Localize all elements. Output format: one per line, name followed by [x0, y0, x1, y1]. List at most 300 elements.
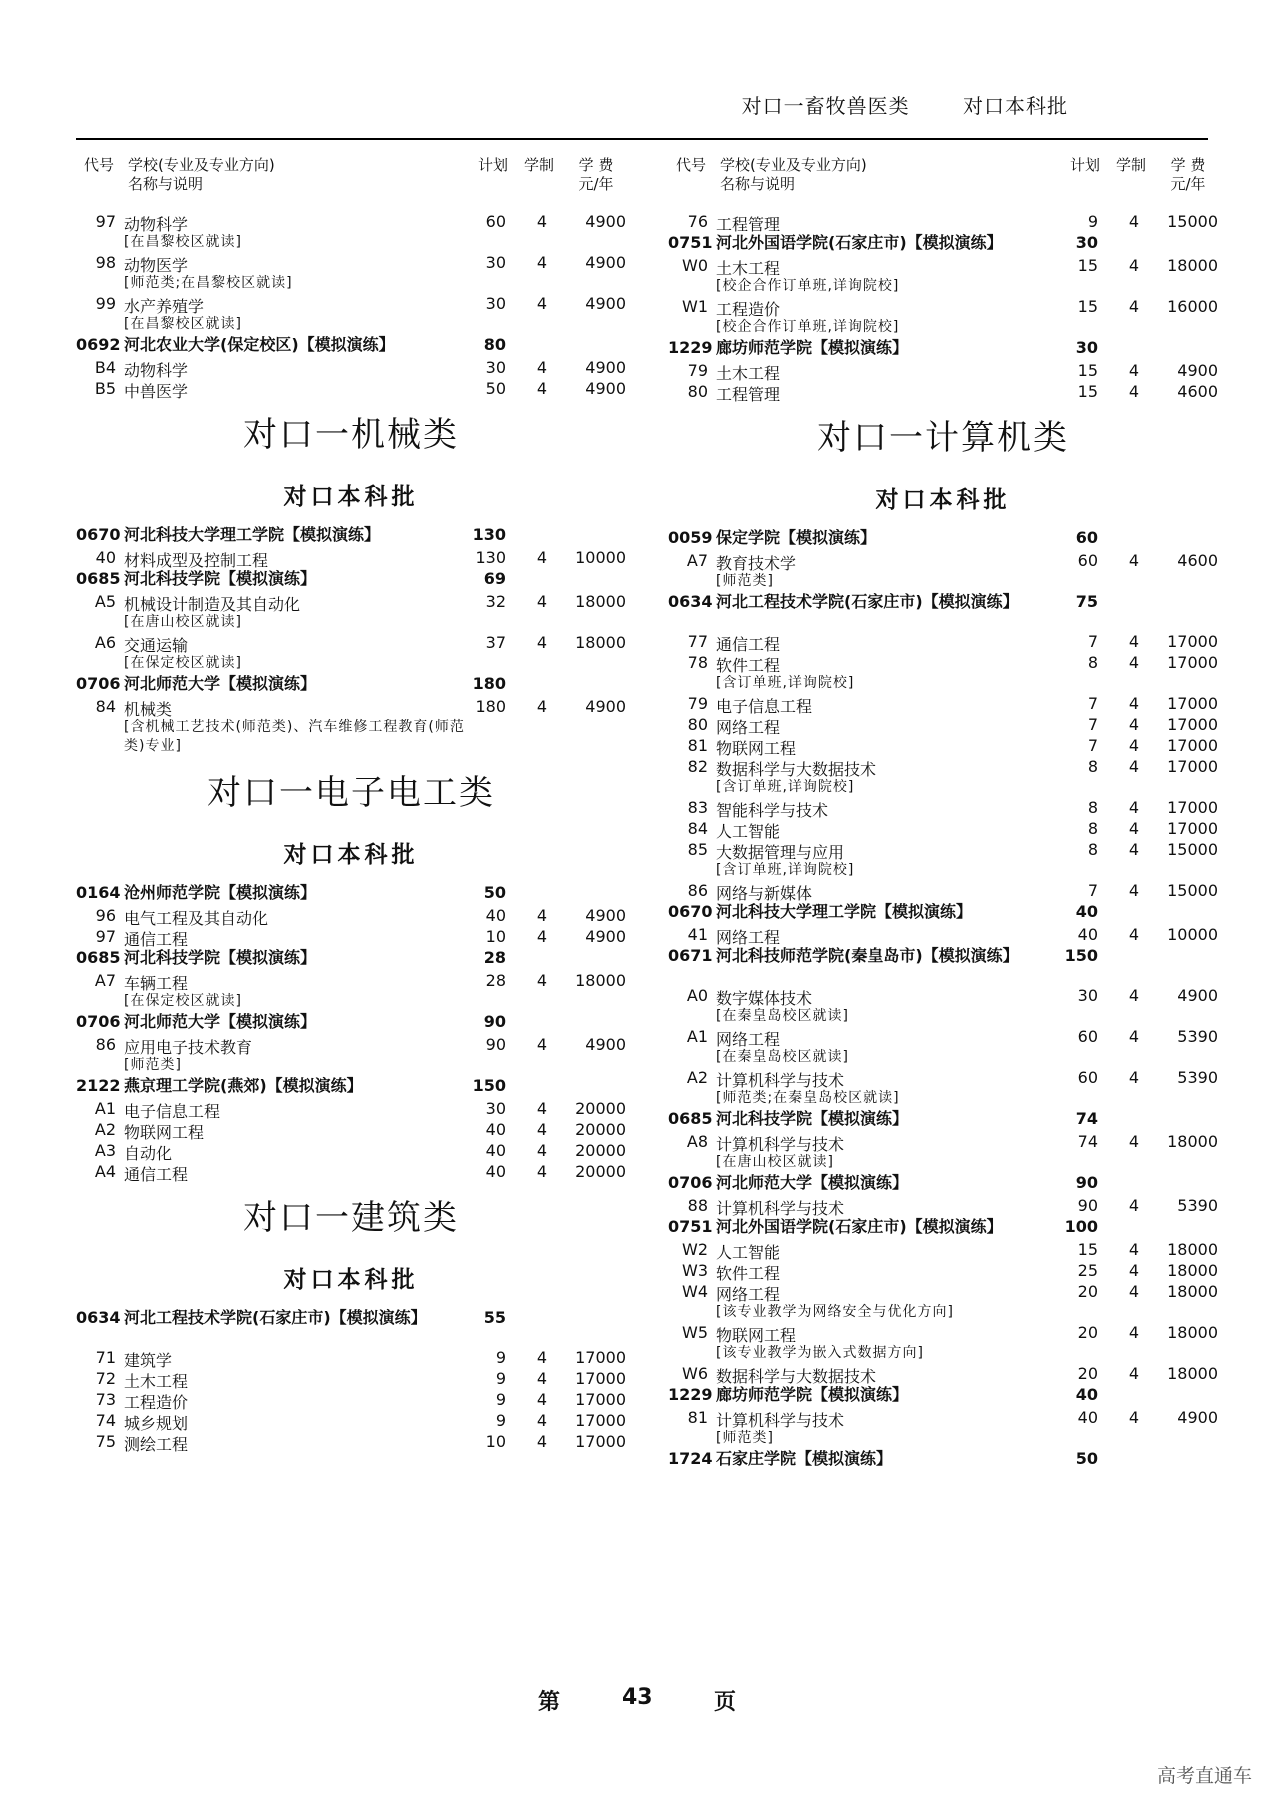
plan-cell: 75	[1075, 592, 1098, 611]
code-cell: 97	[95, 927, 116, 946]
name-cell: [校企合作订单班,详询院校]	[716, 278, 900, 294]
name-cell: 数据科学与大数据技术	[716, 1367, 877, 1386]
code-cell: 88	[687, 1196, 708, 1215]
batch-title: 对口本科批	[283, 484, 419, 510]
fee-cell: 20000	[575, 1162, 626, 1181]
name-cell: 保定学院【模拟演练】	[716, 528, 877, 547]
years-cell: 4	[536, 1141, 548, 1160]
note-row	[668, 1344, 1218, 1364]
code-cell: B4	[94, 358, 116, 377]
plan-cell: 60	[1077, 551, 1098, 570]
school-row	[668, 1173, 1218, 1196]
name-cell: 测绘工程	[124, 1435, 189, 1454]
col-plan-label: 计划	[1070, 156, 1101, 174]
plan-cell: 60	[485, 212, 506, 231]
code-cell: 98	[95, 253, 116, 272]
years-cell: 4	[1128, 881, 1140, 900]
major-row	[76, 212, 626, 233]
plan-cell: 15	[1077, 1240, 1098, 1259]
code-cell: A2	[686, 1068, 708, 1087]
fee-cell: 4900	[585, 697, 626, 716]
name-cell: 动物医学	[124, 256, 189, 275]
major-row	[668, 715, 1218, 736]
name-cell: 中兽医学	[124, 382, 189, 401]
years-cell: 4	[1128, 736, 1140, 755]
years-cell: 4	[536, 906, 548, 925]
code-cell: 0685	[668, 1109, 713, 1128]
code-cell: 0059	[668, 528, 713, 547]
plan-cell: 10	[485, 927, 506, 946]
header-category: 对口一畜牧兽医类	[741, 94, 910, 118]
plan-cell: 60	[1077, 1027, 1098, 1046]
plan-cell: 180	[472, 674, 506, 693]
name-cell: [校企合作订单班,详询院校]	[716, 319, 900, 335]
note-row	[76, 274, 626, 294]
name-cell: 电气工程及其自动化	[124, 909, 269, 928]
name-cell: 土木工程	[124, 1372, 189, 1391]
watermark: 高考直通车	[1156, 1765, 1252, 1787]
fee-cell: 18000	[1167, 256, 1218, 275]
name-cell: 应用电子技术教育	[124, 1038, 253, 1057]
name-cell: 河北外国语学院(石家庄市)【模拟演练】	[716, 233, 1003, 252]
plan-cell: 15	[1077, 297, 1098, 316]
fee-cell: 17000	[575, 1411, 626, 1430]
code-cell: 0670	[76, 525, 121, 544]
major-row	[668, 819, 1218, 840]
major-row	[76, 358, 626, 379]
plan-cell: 130	[472, 525, 506, 544]
fee-cell: 18000	[575, 971, 626, 990]
name-cell: 大数据管理与应用	[716, 843, 845, 862]
plan-cell: 25	[1077, 1261, 1098, 1280]
plan-cell: 30	[1077, 986, 1098, 1005]
note-row	[668, 1303, 1218, 1323]
plan-cell: 150	[1064, 946, 1098, 965]
col-code-label: 代号	[84, 156, 115, 174]
major-row	[76, 548, 626, 569]
name-cell: 车辆工程	[124, 974, 189, 993]
name-cell: [在昌黎校区就读]	[124, 316, 242, 332]
note-row	[668, 1089, 1218, 1109]
code-cell: 79	[687, 694, 708, 713]
code-cell: A2	[94, 1120, 116, 1139]
major-row	[668, 1240, 1218, 1261]
fee-cell: 18000	[1167, 1240, 1218, 1259]
years-cell: 4	[536, 358, 548, 377]
name-cell: 通信工程	[716, 635, 781, 654]
fee-cell: 18000	[1167, 1132, 1218, 1151]
plan-cell: 9	[495, 1369, 506, 1388]
plan-cell: 20	[1077, 1323, 1098, 1342]
code-cell: 0164	[76, 883, 121, 902]
fee-cell: 17000	[1167, 715, 1218, 734]
col-years-label: 学制	[1116, 156, 1147, 174]
note-row	[668, 1153, 1218, 1173]
page-number: 43	[622, 1685, 653, 1710]
fee-cell: 17000	[575, 1432, 626, 1451]
years-cell: 4	[1128, 653, 1140, 672]
right-rows	[668, 212, 1218, 1472]
name-cell: 河北师范大学【模拟演练】	[716, 1173, 909, 1192]
fee-cell: 17000	[1167, 632, 1218, 651]
name-cell: 网络工程	[716, 928, 781, 947]
name-cell: 材料成型及控制工程	[124, 551, 269, 570]
years-cell: 4	[1128, 1364, 1140, 1383]
years-cell: 4	[536, 294, 548, 313]
years-cell: 4	[1128, 694, 1140, 713]
fee-cell: 18000	[1167, 1364, 1218, 1383]
note-row	[76, 1056, 626, 1076]
plan-cell: 60	[1075, 528, 1098, 547]
col-name-label: 学校(专业及专业方向) 名称与说明	[720, 156, 867, 193]
major-row	[668, 632, 1218, 653]
plan-cell: 74	[1077, 1132, 1098, 1151]
school-row	[668, 1385, 1218, 1408]
header-rule	[76, 138, 1208, 140]
name-cell: 物联网工程	[716, 1326, 797, 1345]
major-row	[668, 653, 1218, 674]
school-row	[76, 883, 626, 906]
years-cell: 4	[536, 1432, 548, 1451]
name-cell: 网络与新媒体	[716, 884, 813, 903]
code-cell: A7	[686, 551, 708, 570]
name-cell: [在保定校区就读]	[124, 993, 242, 1009]
name-cell: [在唐山校区就读]	[716, 1154, 834, 1170]
note-row	[668, 778, 1218, 798]
name-cell: 工程管理	[716, 385, 781, 404]
code-cell: 40	[95, 548, 116, 567]
code-cell: 0671	[668, 946, 713, 965]
plan-cell: 28	[483, 948, 506, 967]
plan-cell: 9	[495, 1411, 506, 1430]
fee-cell: 4900	[1177, 986, 1218, 1005]
major-row	[76, 592, 626, 613]
name-cell: 机械类	[124, 700, 173, 719]
name-cell: 河北科技学院【模拟演练】	[124, 948, 317, 967]
major-row	[668, 382, 1218, 403]
code-cell: 82	[687, 757, 708, 776]
batch-title: 对口本科批	[875, 487, 1011, 513]
fee-cell: 4900	[585, 212, 626, 231]
fee-cell: 4900	[585, 1035, 626, 1054]
header-batch: 对口本科批	[963, 94, 1068, 118]
fee-cell: 4900	[1177, 361, 1218, 380]
plan-cell: 90	[1075, 1173, 1098, 1192]
note-row	[76, 718, 626, 758]
name-cell: [师范类;在昌黎校区就读]	[124, 275, 293, 291]
years-cell: 4	[536, 1411, 548, 1430]
code-cell: 85	[687, 840, 708, 859]
plan-cell: 20	[1077, 1364, 1098, 1383]
plan-cell: 90	[1077, 1196, 1098, 1215]
name-cell: 河北外国语学院(石家庄市)【模拟演练】	[716, 1217, 1003, 1236]
plan-cell: 7	[1087, 881, 1098, 900]
years-cell: 4	[1128, 382, 1140, 401]
major-row	[76, 294, 626, 315]
code-cell: 0706	[668, 1173, 713, 1192]
years-cell: 4	[1128, 1323, 1140, 1342]
name-cell: 工程造价	[124, 1393, 189, 1412]
years-cell: 4	[536, 592, 548, 611]
name-cell: [师范类]	[716, 573, 774, 589]
name-cell: 河北科技学院【模拟演练】	[124, 569, 317, 588]
years-cell: 4	[536, 1369, 548, 1388]
years-cell: 4	[1128, 297, 1140, 316]
code-cell: 0751	[668, 233, 713, 252]
school-row	[668, 1449, 1218, 1472]
school-row	[76, 525, 626, 548]
major-row	[76, 971, 626, 992]
fee-cell: 17000	[575, 1348, 626, 1367]
code-cell: 0634	[668, 592, 713, 611]
note-row	[668, 318, 1218, 338]
plan-cell: 30	[485, 253, 506, 272]
name-cell: 城乡规划	[124, 1414, 189, 1433]
major-row	[76, 1035, 626, 1056]
name-cell: [含订单班,详询院校]	[716, 779, 855, 795]
code-cell: W5	[682, 1323, 708, 1342]
major-row	[668, 1068, 1218, 1089]
years-cell: 4	[536, 1348, 548, 1367]
col-name-label: 学校(专业及专业方向) 名称与说明	[128, 156, 275, 193]
name-cell: 智能科学与技术	[716, 801, 829, 820]
years-cell: 4	[536, 1390, 548, 1409]
major-row	[668, 361, 1218, 382]
code-cell: 97	[95, 212, 116, 231]
note-row	[668, 1007, 1218, 1027]
major-row	[668, 551, 1218, 572]
code-cell: W4	[682, 1282, 708, 1301]
school-row	[668, 528, 1218, 551]
code-cell: 81	[687, 1408, 708, 1427]
major-row	[668, 1364, 1218, 1385]
plan-cell: 15	[1077, 382, 1098, 401]
major-row	[76, 1369, 626, 1390]
name-cell: 人工智能	[716, 1243, 781, 1262]
major-row	[76, 1432, 626, 1453]
fee-cell: 15000	[1167, 881, 1218, 900]
major-row	[76, 1162, 626, 1183]
name-cell: 动物科学	[124, 215, 189, 234]
name-cell: [该专业教学为网络安全与优化方向]	[716, 1304, 954, 1320]
major-row	[668, 881, 1218, 902]
school-row	[76, 569, 626, 592]
name-cell: 网络工程	[716, 1285, 781, 1304]
major-row	[668, 736, 1218, 757]
code-cell: 73	[95, 1390, 116, 1409]
note-row	[76, 992, 626, 1012]
plan-cell: 9	[495, 1390, 506, 1409]
plan-cell: 80	[483, 335, 506, 354]
years-cell: 4	[1128, 551, 1140, 570]
name-cell: 河北工程技术学院(石家庄市)【模拟演练】	[716, 592, 1019, 611]
name-cell: 数字媒体技术	[716, 989, 813, 1008]
major-row	[668, 986, 1218, 1007]
fee-cell: 20000	[575, 1141, 626, 1160]
plan-cell: 7	[1087, 694, 1098, 713]
years-cell: 4	[536, 971, 548, 990]
years-cell: 4	[1128, 1132, 1140, 1151]
code-cell: 1724	[668, 1449, 713, 1468]
school-row	[76, 948, 626, 971]
plan-cell: 30	[1075, 338, 1098, 357]
plan-cell: 32	[485, 592, 506, 611]
code-cell: 0751	[668, 1217, 713, 1236]
fee-cell: 10000	[1167, 925, 1218, 944]
code-cell: 0685	[76, 948, 121, 967]
years-cell: 4	[1128, 1408, 1140, 1427]
note-row	[76, 233, 626, 253]
major-row	[76, 1120, 626, 1141]
name-cell: 燕京理工学院(燕郊)【模拟演练】	[124, 1076, 363, 1095]
years-cell: 4	[1128, 256, 1140, 275]
code-cell: 86	[95, 1035, 116, 1054]
name-cell: 河北工程技术学院(石家庄市)【模拟演练】	[124, 1308, 427, 1327]
major-row	[668, 694, 1218, 715]
major-row	[668, 212, 1218, 233]
major-row	[76, 1099, 626, 1120]
plan-cell: 7	[1087, 736, 1098, 755]
page-header	[696, 90, 1068, 119]
fee-cell: 4900	[585, 358, 626, 377]
name-cell: [含订单班,详询院校]	[716, 675, 855, 691]
fee-cell: 4900	[585, 253, 626, 272]
code-cell: 71	[95, 1348, 116, 1367]
plan-cell: 40	[1077, 925, 1098, 944]
school-row	[668, 233, 1218, 256]
name-cell: 廊坊师范学院【模拟演练】	[716, 338, 909, 357]
major-row	[668, 1196, 1218, 1217]
plan-cell: 100	[1064, 1217, 1098, 1236]
fee-cell: 4600	[1177, 382, 1218, 401]
plan-cell: 50	[1075, 1449, 1098, 1468]
code-cell: 96	[95, 906, 116, 925]
years-cell: 4	[1128, 1240, 1140, 1259]
years-cell: 4	[536, 633, 548, 652]
category-title: 对口一建筑类	[243, 1198, 459, 1238]
major-row	[668, 297, 1218, 318]
category-title: 对口一机械类	[243, 415, 459, 455]
name-cell: 土木工程	[716, 259, 781, 278]
school-row	[668, 946, 1218, 986]
major-row	[668, 1323, 1218, 1344]
name-cell: 电子信息工程	[716, 697, 813, 716]
plan-cell: 130	[475, 548, 506, 567]
name-cell: 沧州师范学院【模拟演练】	[124, 883, 317, 902]
major-row	[76, 633, 626, 654]
name-cell: [在秦皇岛校区就读]	[716, 1008, 849, 1024]
major-row	[668, 1282, 1218, 1303]
name-cell: 水产养殖学	[124, 297, 205, 316]
code-cell: 0706	[76, 1012, 121, 1031]
code-cell: 76	[687, 212, 708, 231]
plan-cell: 37	[485, 633, 506, 652]
major-row	[76, 1141, 626, 1162]
years-cell: 4	[536, 1120, 548, 1139]
fee-cell: 18000	[575, 592, 626, 611]
name-cell: 人工智能	[716, 822, 781, 841]
note-row	[668, 1048, 1218, 1068]
footer-suffix: 页	[714, 1690, 737, 1715]
code-cell: 1229	[668, 338, 713, 357]
name-cell: 软件工程	[716, 1264, 781, 1283]
code-cell: 81	[687, 736, 708, 755]
code-cell: 0634	[76, 1308, 121, 1327]
code-cell: 1229	[668, 1385, 713, 1404]
plan-cell: 15	[1077, 361, 1098, 380]
major-row	[668, 798, 1218, 819]
fee-cell: 17000	[1167, 736, 1218, 755]
code-cell: W3	[682, 1261, 708, 1280]
name-cell: 网络工程	[716, 1030, 781, 1049]
name-cell: 电子信息工程	[124, 1102, 221, 1121]
fee-cell: 17000	[1167, 694, 1218, 713]
plan-cell: 30	[485, 1099, 506, 1118]
note-row	[76, 654, 626, 674]
plan-cell: 90	[485, 1035, 506, 1054]
name-cell: 数据科学与大数据技术	[716, 760, 877, 779]
years-cell: 4	[1128, 1261, 1140, 1280]
major-row	[668, 1261, 1218, 1282]
right-column	[668, 152, 1218, 1472]
plan-cell: 9	[495, 1348, 506, 1367]
fee-cell: 4900	[1177, 1408, 1218, 1427]
fee-cell: 5390	[1177, 1068, 1218, 1087]
code-cell: A3	[94, 1141, 116, 1160]
years-cell: 4	[1128, 361, 1140, 380]
school-row	[76, 1308, 626, 1348]
fee-cell: 5390	[1177, 1196, 1218, 1215]
name-cell: 网络工程	[716, 718, 781, 737]
name-cell: [在唐山校区就读]	[124, 614, 242, 630]
plan-cell: 55	[483, 1308, 506, 1327]
code-cell: 75	[95, 1432, 116, 1451]
years-cell: 4	[536, 1035, 548, 1054]
years-cell: 4	[1128, 757, 1140, 776]
years-cell: 4	[536, 379, 548, 398]
plan-cell: 40	[1075, 902, 1098, 921]
plan-cell: 30	[485, 358, 506, 377]
name-cell: [该专业教学为嵌入式数据方向]	[716, 1345, 924, 1361]
plan-cell: 40	[1077, 1408, 1098, 1427]
code-cell: A0	[686, 986, 708, 1005]
major-row	[668, 1408, 1218, 1429]
plan-cell: 40	[1075, 1385, 1098, 1404]
plan-cell: 7	[1087, 715, 1098, 734]
name-cell: 软件工程	[716, 656, 781, 675]
name-cell: 河北师范大学【模拟演练】	[124, 1012, 317, 1031]
name-cell: [含订单班,详询院校]	[716, 862, 855, 878]
code-cell: A5	[94, 592, 116, 611]
name-cell: 建筑学	[124, 1351, 173, 1370]
years-cell: 4	[1128, 1027, 1140, 1046]
fee-cell: 18000	[1167, 1261, 1218, 1280]
name-cell: 河北科技大学理工学院【模拟演练】	[124, 525, 381, 544]
note-row	[668, 861, 1218, 881]
plan-cell: 28	[485, 971, 506, 990]
fee-cell: 17000	[1167, 798, 1218, 817]
plan-cell: 8	[1087, 798, 1098, 817]
name-cell: 河北科技师范学院(秦皇岛市)【模拟演练】	[716, 946, 1019, 965]
note-row	[76, 613, 626, 633]
col-code-label: 代号	[676, 156, 707, 174]
col-plan-label: 计划	[478, 156, 509, 174]
code-cell: 79	[687, 361, 708, 380]
category-title: 对口一电子电工类	[207, 773, 495, 813]
plan-cell: 40	[485, 1141, 506, 1160]
code-cell: 74	[95, 1411, 116, 1430]
code-cell: 77	[687, 632, 708, 651]
